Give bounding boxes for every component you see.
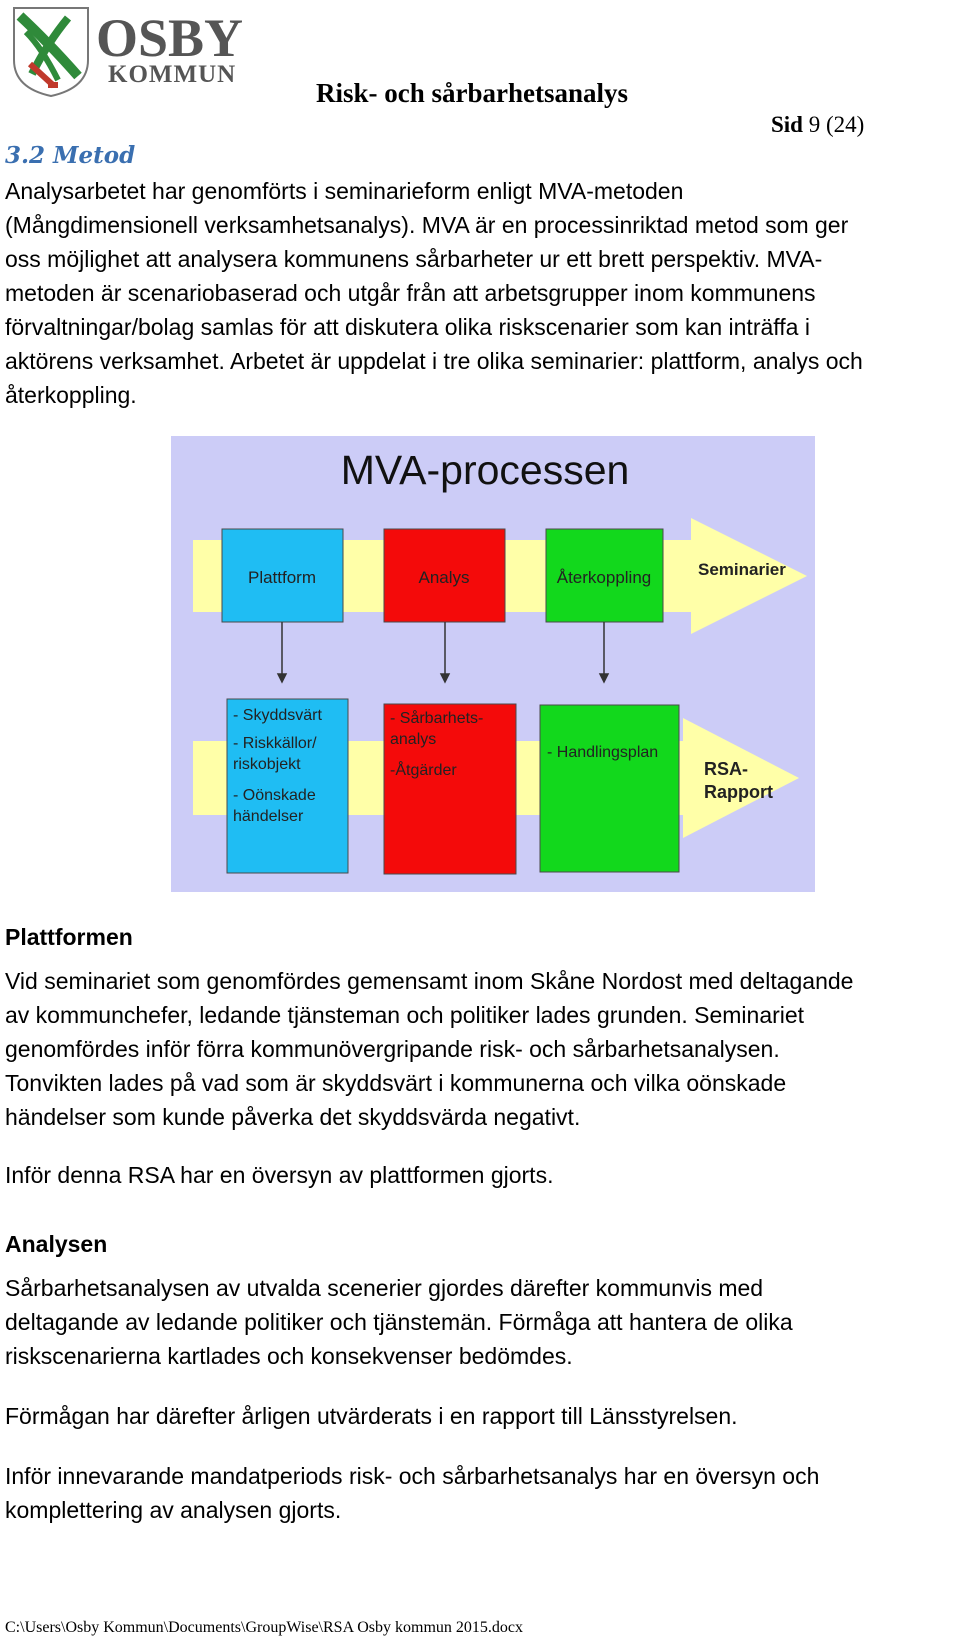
intro-paragraph: Analysarbetet har genomförts i seminarieform enligt MVA-metoden (Mångdimensionell verksamhetsanalys). MVA är en processinriktad metod som ger oss möjlighet att analysera kommunens sårbarheter ur ett brett perspektiv. MVA- metoden är scenariobaserad och utgår från att arbetsgrupper inom kommunens förvaltningar/bolag samlas för att diskutera olika riskscenarier som kan inträffa i aktörens verksamhet. Arbetet är uppdelat i tre olika seminarier: plattform, analys och återkoppling. bbox=[5, 178, 863, 408]
col3-text: - Handlingsplan bbox=[547, 744, 659, 761]
box-analys-details bbox=[384, 704, 516, 874]
mva-process-diagram bbox=[171, 436, 815, 892]
box-aterkoppling-details bbox=[540, 705, 679, 872]
page-number: Sid 9 (24) bbox=[771, 112, 865, 137]
box-plattform-details bbox=[227, 699, 348, 873]
box-analys-label: Analys bbox=[418, 568, 470, 587]
seminarier-label: Seminarier bbox=[698, 560, 786, 579]
plattformen-paragraph: Vid seminariet som genomfördes gemensamt inom Skåne Nordost med deltagande av kommunchefer, ledande tjänsteman och politiker lades grunden. Seminariet genomfördes inför förra kommunövergripande risk- och sårbarhetsanalysen. Tonvikten lades på vad som är skyddsvärt i kommunerna och vilka oönskade händelser som kunde påverka det skyddsvärda negativt. bbox=[5, 968, 854, 1130]
box-aterkoppling-label: Återkoppling bbox=[556, 568, 652, 587]
box-plattform-label: Plattform bbox=[247, 568, 317, 587]
rsa-rapport-label: RSA- Rapport bbox=[704, 759, 773, 802]
svg-text:OSBY: OSBY bbox=[96, 8, 244, 68]
footer-file-path: C:\Users\Osby Kommun\Documents\GroupWise\RSA Osby kommun 2015.docx bbox=[5, 1619, 524, 1636]
col1-text: - Skyddsvärt - Riskkällor/ riskobjekt - Oönskade händelser bbox=[233, 707, 322, 825]
section-heading: 3.2 Metod bbox=[5, 142, 136, 169]
coat-of-arms-icon bbox=[8, 2, 258, 98]
document-title: Risk- och sårbarhetsanalys bbox=[316, 78, 629, 108]
osby-kommun-logo bbox=[8, 2, 258, 98]
analysen-note-2: Inför innevarande mandatperiods risk- och sårbarhetsanalys har en översyn och komplettering av analysen gjorts. bbox=[5, 1463, 820, 1523]
analysen-note-1: Förmågan har därefter årligen utvärderats i en rapport till Länsstyrelsen. bbox=[5, 1403, 738, 1429]
plattformen-heading: Plattformen bbox=[5, 924, 133, 950]
plattformen-note: Inför denna RSA har en översyn av plattformen gjorts. bbox=[5, 1162, 554, 1188]
analysen-heading: Analysen bbox=[5, 1231, 108, 1257]
svg-text:KOMMUN: KOMMUN bbox=[108, 61, 237, 88]
analysen-paragraph: Sårbarhetsanalysen av utvalda scenerier gjordes därefter kommunvis med deltagande av ledande politiker och tjänstemän. Förmåga att hantera de olika riskscenarierna kartlades och konsekvenser bedömdes. bbox=[5, 1275, 793, 1369]
diagram-title: MVA-processen bbox=[340, 447, 630, 493]
col2-text: - Sårbarhets- analys -Åtgärder bbox=[390, 710, 484, 779]
